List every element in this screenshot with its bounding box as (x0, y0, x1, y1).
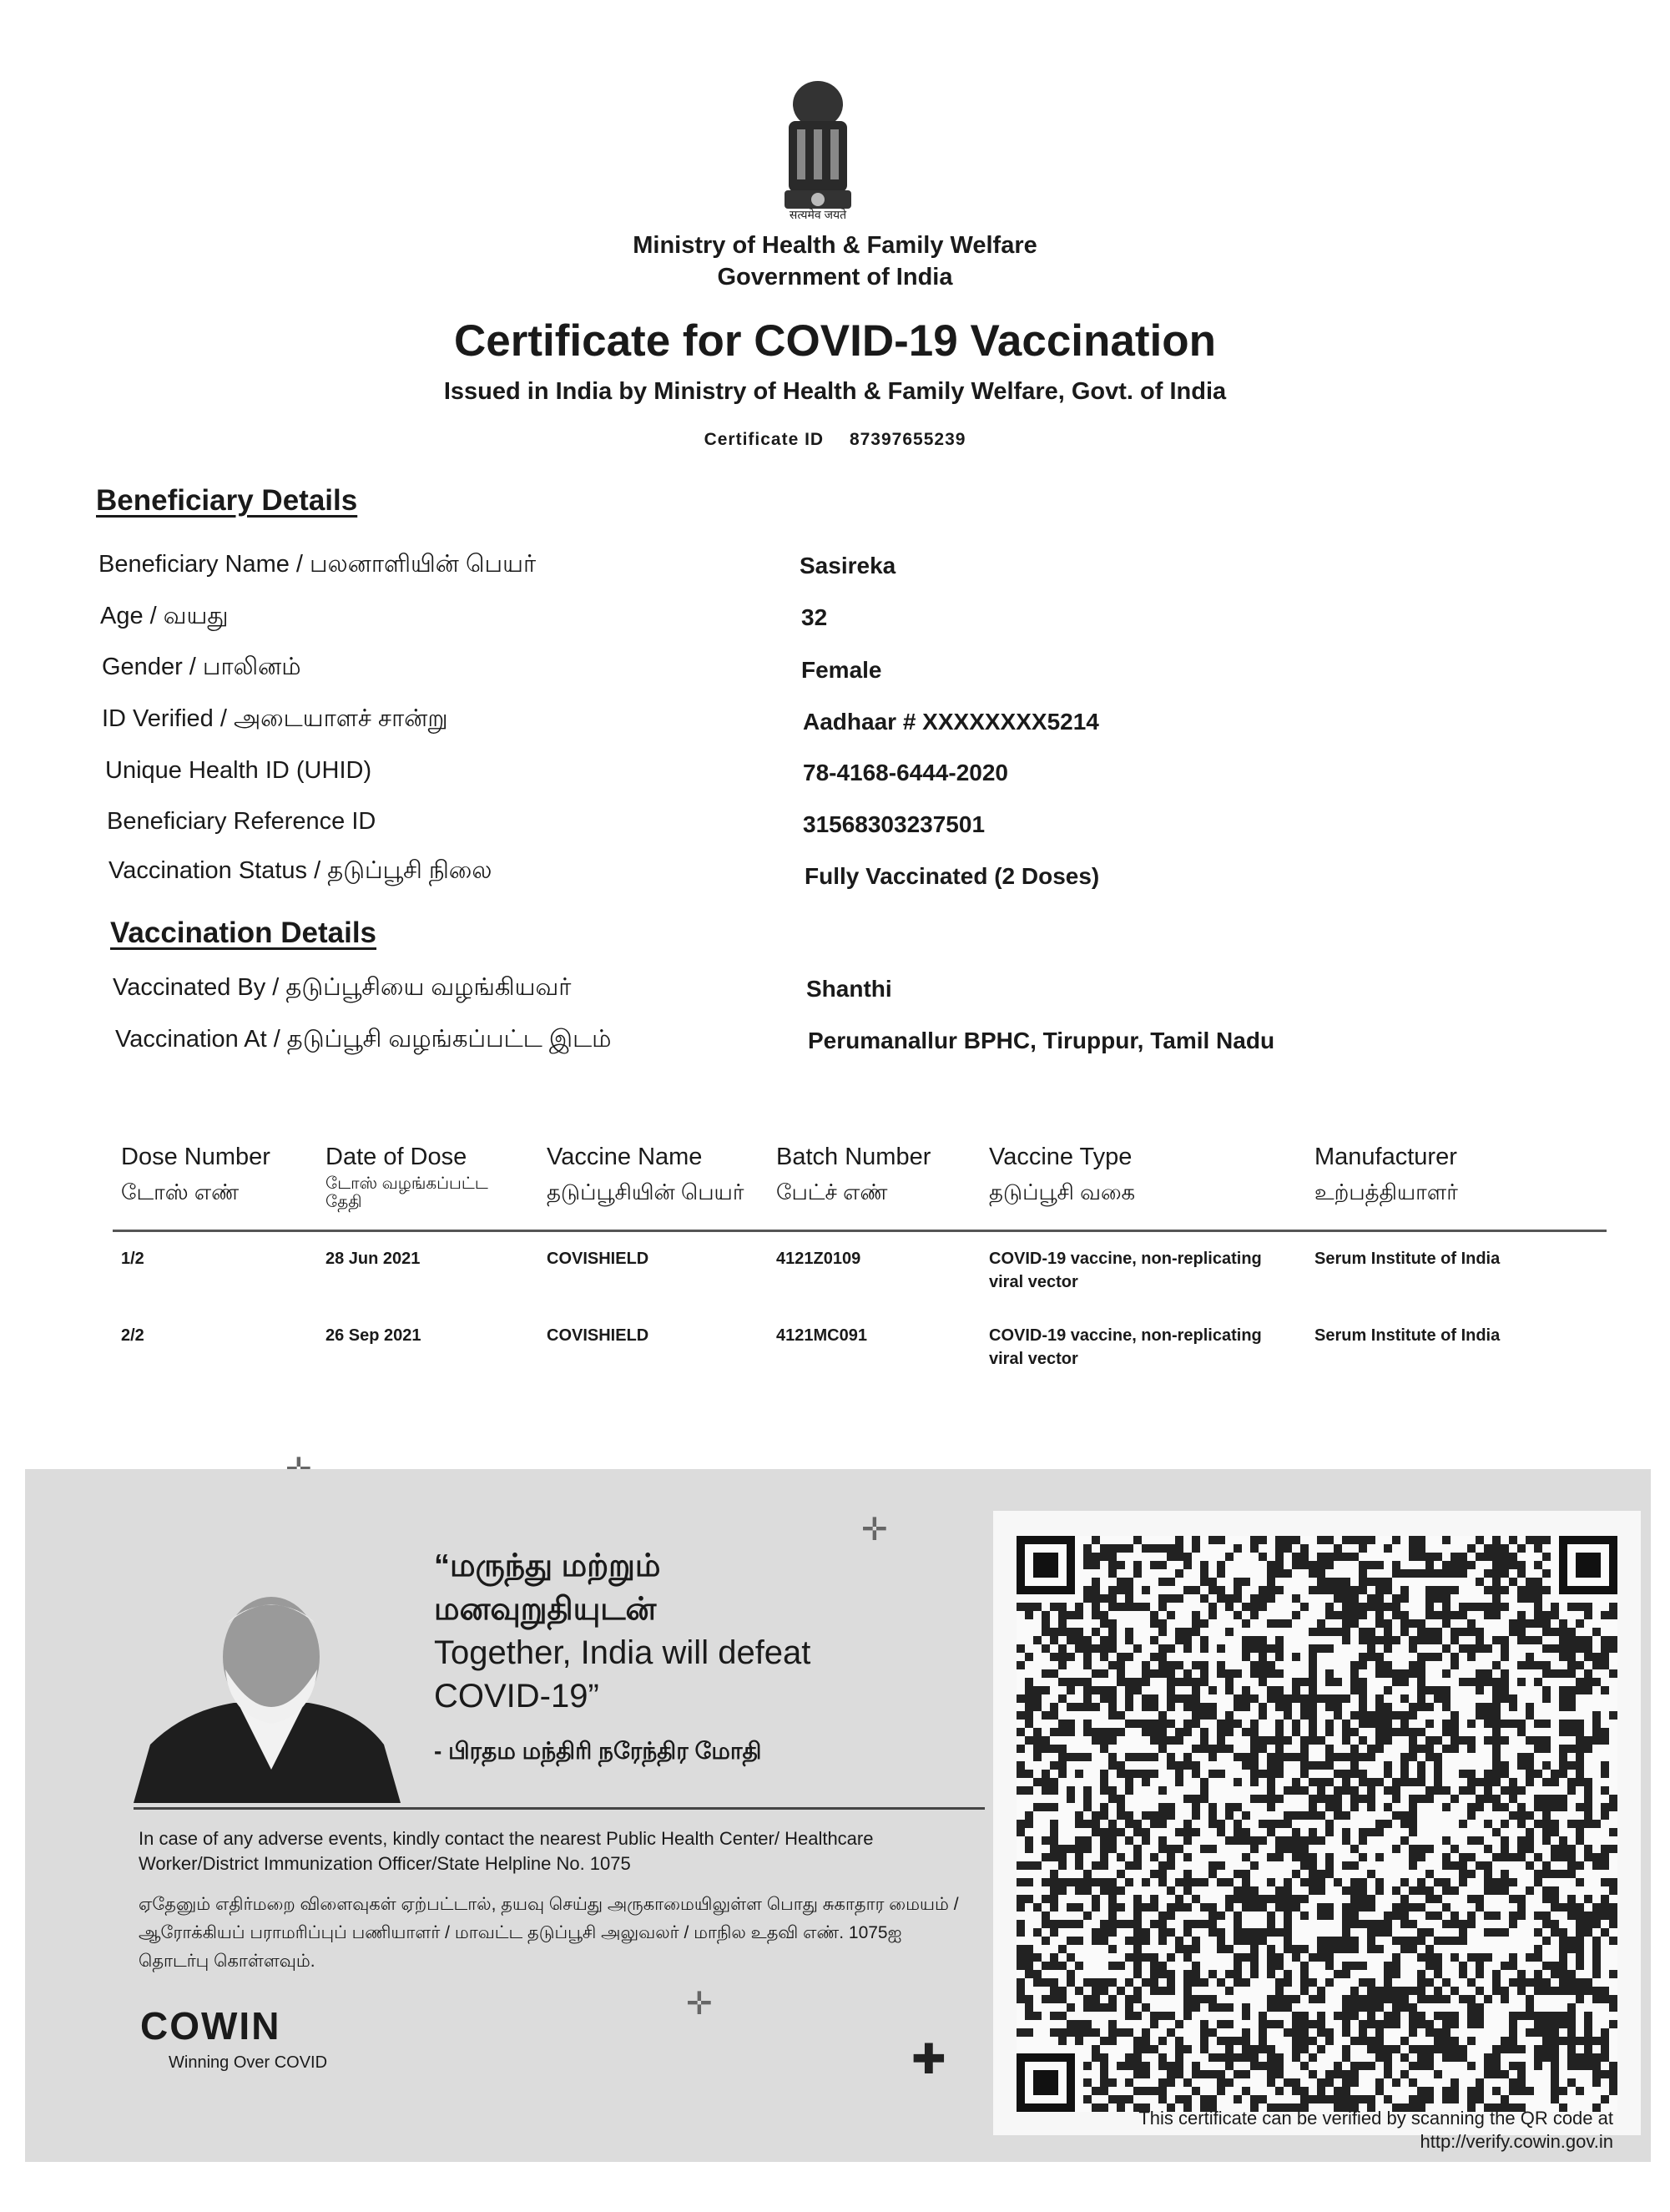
cowin-tagline: Winning Over COVID (169, 2053, 328, 2072)
emblem-motto: सत्यमेव जयते (789, 208, 847, 221)
uhid-value: 78-4168-6444-2020 (803, 760, 1008, 785)
dose-table (113, 1139, 1607, 1386)
gender-label: Gender / பாலினம் (102, 654, 301, 680)
gender-value: Female (801, 657, 882, 683)
certificate-id-label: Certificate ID (704, 430, 825, 449)
helpline-text-english: In case of any adverse events, kindly contact the nearest Public Health Center/ Healthcare Worker/District Immunization Officer/State Helpline No. 1075 (139, 1828, 874, 1874)
cowin-logo: COWIN (140, 2004, 281, 2048)
uhid-label: Unique Health ID (UHID) (105, 757, 372, 784)
person-portrait-icon (134, 1578, 409, 1803)
verify-url: http://verify.cowin.gov.in (1420, 2131, 1613, 2152)
ministry-name (0, 230, 1670, 293)
table-row (113, 1309, 1607, 1386)
verify-note (1138, 2107, 1613, 2154)
vaccination-section-title: Vaccination Details (110, 917, 377, 949)
col-vaccine-name: Vaccine Name தடுப்பூசியின் பெயர் (538, 1139, 768, 1231)
reference-id-label: Beneficiary Reference ID (107, 808, 376, 835)
vaccination-at-label: Vaccination At / தடுப்பூசி வழங்கப்பட்ட இடம் (115, 1026, 612, 1053)
qr-code-panel (993, 1511, 1641, 2135)
info-banner (25, 1469, 1651, 2162)
helpline-text-tamil: ஏதேனும் எதிர்மறை விளைவுகள் ஏற்பட்டால், தயவு செய்து அருகாமையிலுள்ள பொது சுகாதார மையம் / ஆரோக்கியப் பராமரிப்புப் பணியாளர் / மாவட்ட தடுப்பூசி அலுவலர் / மாநில உதவி எண். 1075ஐ தொடர்பு கொள்ளவும். (139, 1895, 959, 1971)
id-verified-value: Aadhaar # XXXXXXXX5214 (803, 709, 1099, 735)
plus-icon: ✛ (686, 1987, 713, 2022)
vaccine-name-cell: COVISHIELD (547, 1250, 649, 1268)
col-batch-number: Batch Number பேட்ச் எண் (768, 1139, 981, 1231)
quote-tamil-line2: மனவுறுதியுடன் (434, 1592, 657, 1627)
col-vaccine-type: Vaccine Type தடுப்பூசி வகை (981, 1139, 1306, 1231)
vaccination-at-value: Perumanallur BPHC, Tiruppur, Tamil Nadu (808, 1028, 1275, 1053)
quote-english-line1: Together, India will defeat (434, 1634, 811, 1671)
table-row (113, 1231, 1607, 1310)
quote-tamil-line1: “மருந்து மற்றும் (434, 1548, 661, 1583)
col-dose-number: Dose Number டோஸ் எண் (113, 1139, 317, 1231)
vaccinated-by-value: Shanthi (806, 976, 892, 1002)
id-verified-label: ID Verified / அடையாளச் சான்று (102, 705, 448, 732)
government-line: Government of India (717, 264, 953, 290)
reference-id-value: 31568303237501 (803, 811, 986, 837)
certificate-id (0, 430, 1670, 450)
batch-number-cell: 4121MC091 (776, 1326, 867, 1345)
plus-icon: ✚ (911, 2036, 946, 2083)
certificate-subtitle: Issued in India by Ministry of Health & Family Welfare, Govt. of India (443, 378, 1227, 405)
quote-english-line2: COVID-19” (434, 1678, 599, 1715)
age-value: 32 (801, 604, 828, 630)
dose-number-cell: 2/2 (121, 1326, 144, 1345)
certificate-id-value: 87397655239 (849, 430, 966, 449)
qr-code-icon (1017, 1536, 1617, 2112)
batch-number-cell: 4121Z0109 (776, 1250, 861, 1268)
beneficiary-name-value: Sasireka (800, 553, 896, 578)
vaccine-name-cell: COVISHIELD (547, 1326, 649, 1345)
vaccination-status-value: Fully Vaccinated (2 Doses) (805, 863, 1100, 889)
certificate-title: Certificate for COVID-19 Vaccination (453, 316, 1217, 366)
col-manufacturer: Manufacturer உற்பத்தியாளர் (1306, 1139, 1607, 1231)
dose-date-cell: 28 Jun 2021 (325, 1250, 421, 1268)
beneficiary-section-title: Beneficiary Details (96, 484, 358, 517)
national-emblem-icon (768, 75, 868, 225)
quote (434, 1544, 810, 1718)
dose-number-cell: 1/2 (121, 1250, 144, 1268)
col-date-of-dose: Date of Dose டோஸ் வழங்கப்பட்ட தேதி (317, 1139, 538, 1231)
beneficiary-name-label: Beneficiary Name / பலனாளியின் பெயர் (98, 551, 537, 578)
vaccinated-by-label: Vaccinated By / தடுப்பூசியை வழங்கியவர் (113, 974, 572, 1001)
dose-table-header (113, 1139, 1607, 1231)
manufacturer-cell: Serum Institute of India (1314, 1250, 1501, 1268)
manufacturer-cell: Serum Institute of India (1314, 1326, 1501, 1345)
verify-text: This certificate can be verified by scanning the QR code at (1138, 2108, 1613, 2129)
vaccine-type-cell: COVID-19 vaccine, non-replicating viral vector (989, 1250, 1262, 1291)
quote-attribution: - பிரதம மந்திரி நரேந்திர மோதி (434, 1738, 762, 1764)
dose-date-cell: 26 Sep 2021 (325, 1326, 421, 1345)
age-label: Age / வயது (100, 603, 229, 629)
divider (134, 1807, 985, 1810)
plus-icon: ✛ (861, 1513, 888, 1548)
vaccine-type-cell: COVID-19 vaccine, non-replicating viral vector (989, 1326, 1262, 1368)
ministry-line: Ministry of Health & Family Welfare (633, 232, 1037, 259)
vaccination-status-label: Vaccination Status / தடுப்பூசி நிலை (108, 857, 492, 884)
